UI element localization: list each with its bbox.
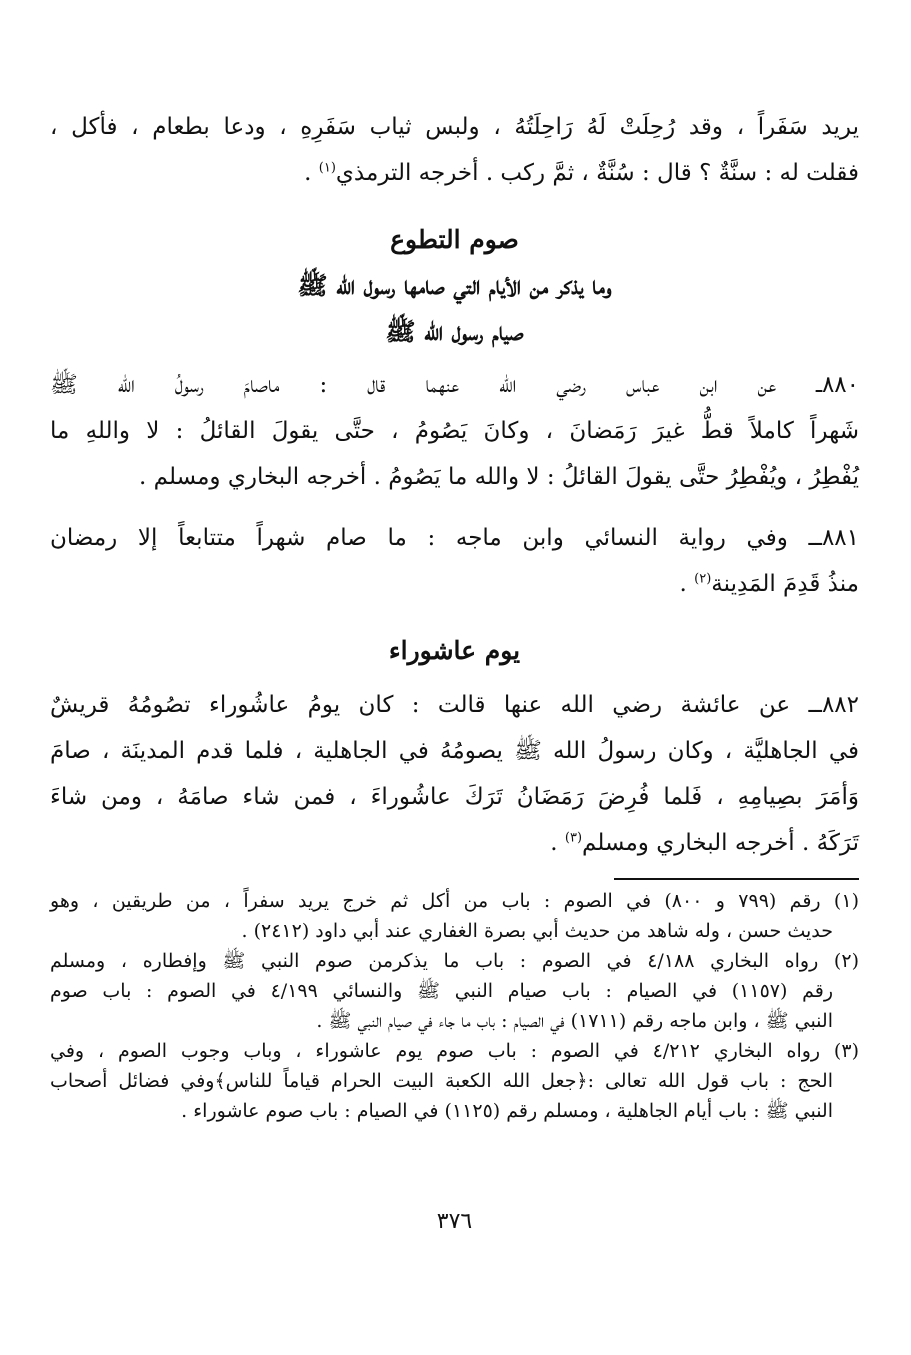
text-line: وَأمَرَ بصِيامِهِ ، فَلما فُرِضَ رَمَضَانُ تَرَكَ عاشُوراءَ ، فمن شاء صامَهُ ، ومن شاءَ xyxy=(50,784,859,810)
footnote-divider xyxy=(614,878,859,880)
footnote-line: رقم (١١٥٧) في الصيام : باب صيام النبي ﷺ والنسائي ٤/١٩٩ في الصوم : باب صوم xyxy=(50,980,834,1002)
text-line: شَهراً كاملاً قطُّ غيرَ رَمَضانَ ، وكانَ يَصُومُ ، حتَّى يقولَ القائلُ : لا واللهِ ما xyxy=(50,418,859,444)
text-line xyxy=(50,561,859,607)
text-line: يُفْطِرُ ، ويُفْطِرُ حتَّى يقولَ القائلُ : لا والله ما يَصُومُ . أخرجه البخاري ومسلم . xyxy=(139,464,859,490)
footnote-ref: (١) xyxy=(318,160,336,176)
footnote-line: حديث حسن ، وله شاهد من حديث أبي بصرة الغفاري عند أبي داود (٢٤١٢) . xyxy=(241,920,833,942)
footnote-line: (٢) رواه البخاري ٤/١٨٨ في الصوم : باب ما يذكرمن صوم النبي ﷺ وإفطاره ، ومسلم xyxy=(50,950,859,972)
section-headings xyxy=(50,217,859,355)
text-span: فقلت له : سنَّةٌ ؟ قال : سُنَّةٌ ، ثمَّ ركب . أخرجه الترمذي xyxy=(335,160,859,186)
text-line xyxy=(50,150,859,196)
footnote-line: النبي ﷺ : باب أيام الجاهلية ، ومسلم رقم (١١٢٥) في الصيام : باب صوم عاشوراء . xyxy=(181,1100,833,1122)
footnote-line: (٣) رواه البخاري ٤/٢١٢ في الصوم : باب صوم يوم عاشوراء ، وباب وجوب الصوم ، وفي xyxy=(50,1040,859,1062)
section-heading: صوم التطوع xyxy=(390,225,519,254)
footnotes xyxy=(50,886,859,1126)
text-span: تَرَكَهُ . أخرجه البخاري ومسلم xyxy=(582,830,859,856)
hadith-880 xyxy=(50,362,859,500)
hadith-881 xyxy=(50,515,859,607)
section-subheading: وما يذكر من الأيام التي صامها رسول الله ﷺ xyxy=(297,271,612,300)
footnote-ref: (٢) xyxy=(694,571,712,587)
text-line: ٨٨٢ــ عن عائشة رضي الله عنها قالت : كان يومُ عاشُوراء تصُومُهُ قريشٌ xyxy=(50,692,859,718)
footnote-ref: (٣) xyxy=(564,830,583,846)
footnote-line: النبي ﷺ ، وابن ماجه رقم (١٧١١) في الصيام : باب ما جاء في صيام النبي ﷺ . xyxy=(316,1010,833,1032)
book-page xyxy=(50,0,859,1355)
text-line: يريد سَفَراً ، وقد رُحِلَتْ لَهُ رَاحِلَتُهُ ، ولبس ثياب سَفَرِهِ ، ودعا بطعام ، فأكل ، xyxy=(50,114,859,140)
text-span: . xyxy=(679,571,695,597)
text-line xyxy=(50,820,859,866)
text-line: ٨٨٠ــ عن ابن عباس رضي الله عنهما قال : ماصامَ رسولُ الله ﷺ xyxy=(50,372,859,398)
hadith-882 xyxy=(50,682,859,866)
section-subheading: صيام رسول الله ﷺ xyxy=(385,317,524,346)
footnote-line: (١) رقم (٧٩٩ و ٨٠٠) في الصوم : باب من أكل ثم خرج يريد سفراً ، من طريقين ، وهو xyxy=(50,890,859,912)
text-line: في الجاهليَّة ، وكان رسولُ الله ﷺ يصومُهُ في الجاهلية ، فلما قدم المدينَة ، صامَ xyxy=(50,738,859,764)
text-span: . xyxy=(550,830,565,856)
intro-paragraph xyxy=(50,104,859,196)
text-span: منذُ قَدِمَ المَدِينة xyxy=(711,571,859,597)
section-heading: يوم عاشوراء xyxy=(388,636,521,665)
ashura-heading-block xyxy=(50,628,859,674)
text-line: ٨٨١ــ وفي رواية النسائي وابن ماجه : ما صام شهراً متتابعاً إلا رمضان xyxy=(50,525,859,551)
text-span: . xyxy=(304,160,319,186)
page-number: ٣٧٦ xyxy=(436,1209,473,1234)
footnote-line: الحج : باب قول الله تعالى :﴿جعل الله الكعبة البيت الحرام قياماً للناس﴾وفي فضائل أصحاب xyxy=(50,1070,833,1092)
